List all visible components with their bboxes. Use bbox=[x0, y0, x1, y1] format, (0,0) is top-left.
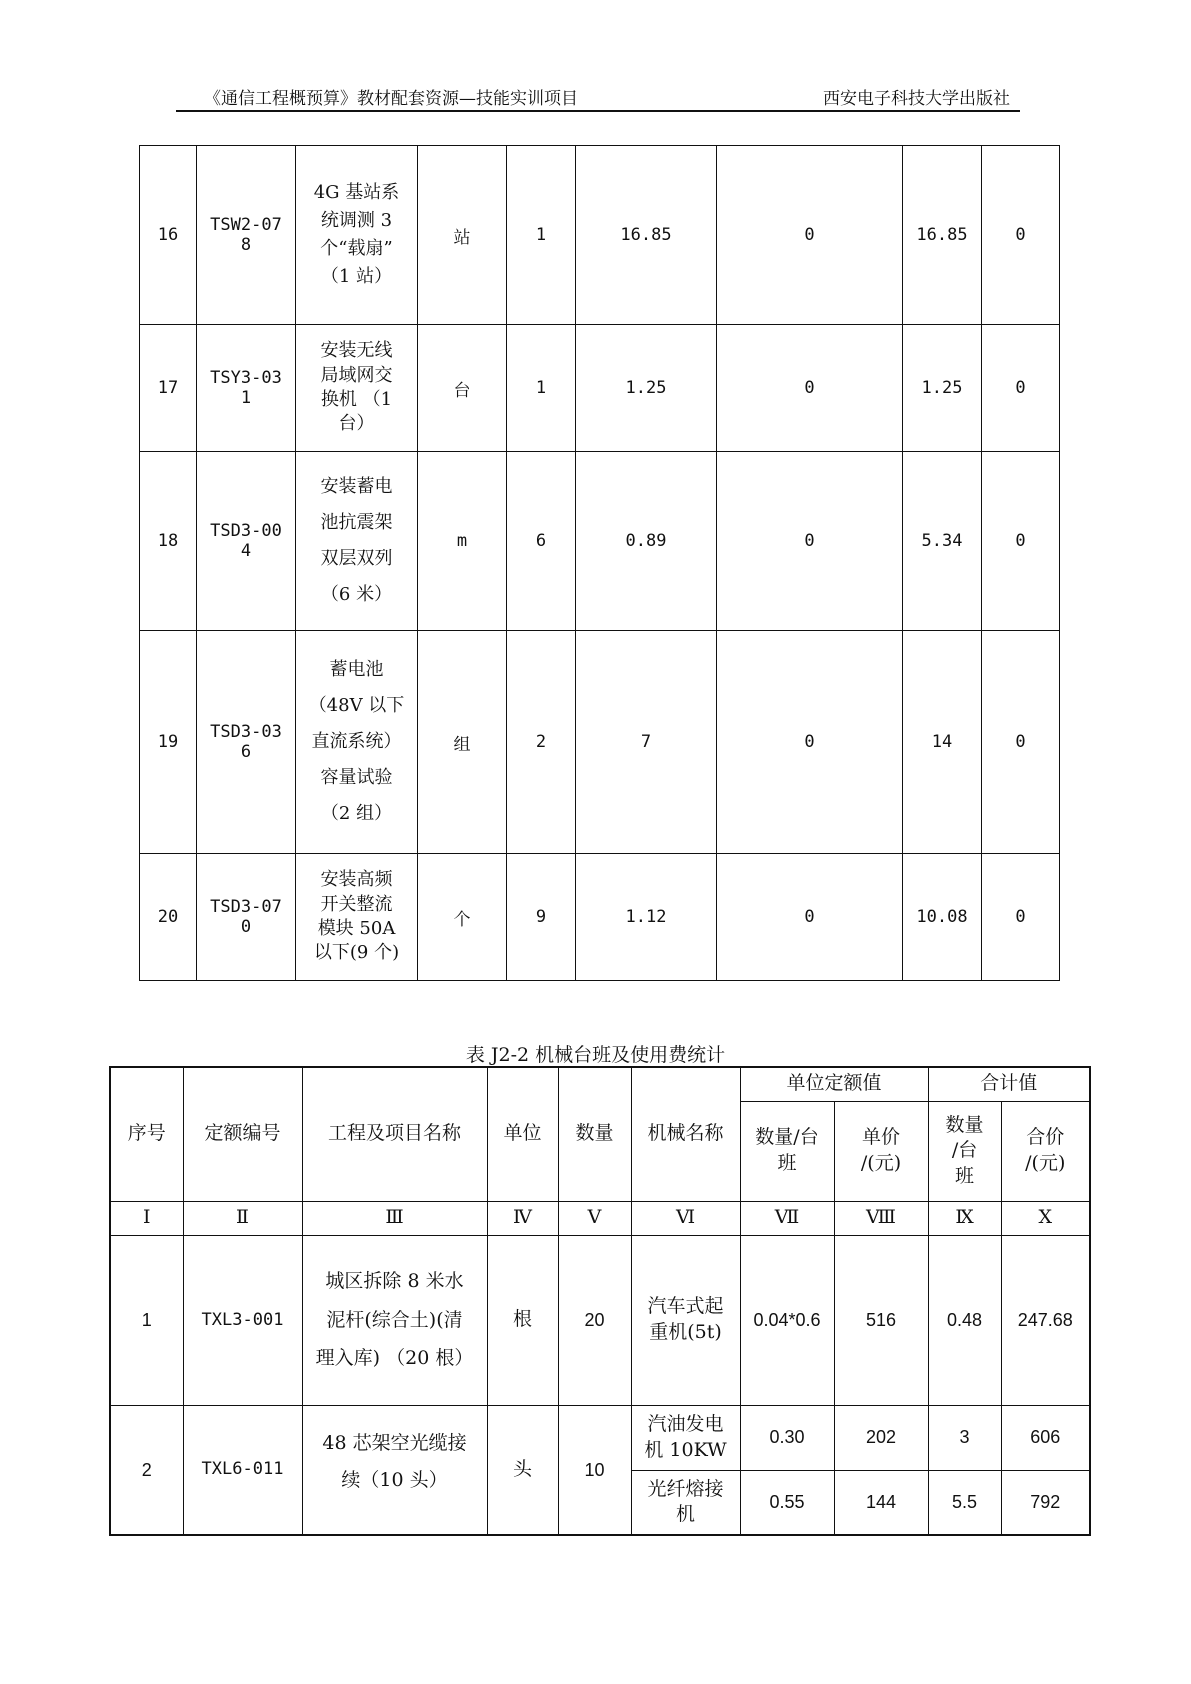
unit: 台 bbox=[418, 325, 507, 452]
header-book-title: 《通信工程概预算》教材配套资源—技能实训项目 bbox=[204, 89, 578, 109]
header-row bbox=[110, 1067, 1090, 1101]
unit-price: 516 bbox=[834, 1235, 928, 1405]
quantity: 1 bbox=[507, 146, 576, 325]
col-header-unit: 单位 bbox=[487, 1067, 558, 1201]
roman-numeral-row bbox=[110, 1201, 1090, 1235]
unit: 组 bbox=[418, 631, 507, 854]
col-header-total-price: 合价 /(元) bbox=[1001, 1101, 1090, 1201]
table-row bbox=[110, 1405, 1090, 1470]
value-3: 1.25 bbox=[903, 325, 982, 452]
col-header-unit-shift-qty: 数量/台 班 bbox=[740, 1101, 834, 1201]
roman-numeral: Ⅳ bbox=[487, 1201, 558, 1235]
quantity: 1 bbox=[507, 325, 576, 452]
roman-numeral: Ⅸ bbox=[928, 1201, 1001, 1235]
item-name: 蓄电池 （48V 以下 直流系统） 容量试验 （2 组） bbox=[296, 631, 418, 854]
value-3: 10.08 bbox=[903, 854, 982, 981]
total-price: 247.68 bbox=[1001, 1235, 1090, 1405]
value-3: 14 bbox=[903, 631, 982, 854]
total-shift-qty: 0.48 bbox=[928, 1235, 1001, 1405]
table-row bbox=[140, 452, 1060, 631]
value-3: 16.85 bbox=[903, 146, 982, 325]
col-header-code: 定额编号 bbox=[183, 1067, 302, 1201]
value-4: 0 bbox=[982, 325, 1060, 452]
total-price: 792 bbox=[1001, 1470, 1090, 1535]
total-shift-qty: 3 bbox=[928, 1405, 1001, 1470]
quantity: 10 bbox=[558, 1405, 631, 1535]
item-name: 4G 基站系 统调测 3 个“载扇” （1 站） bbox=[296, 146, 418, 325]
unit-shift-qty: 0.55 bbox=[740, 1470, 834, 1535]
value-1: 7 bbox=[576, 631, 717, 854]
value-2: 0 bbox=[717, 631, 903, 854]
unit: 站 bbox=[418, 146, 507, 325]
unit-shift-qty: 0.04*0.6 bbox=[740, 1235, 834, 1405]
table-row bbox=[110, 1235, 1090, 1405]
value-4: 0 bbox=[982, 631, 1060, 854]
col-header-total: 合计值 bbox=[928, 1067, 1090, 1101]
row-no: 17 bbox=[140, 325, 197, 452]
row-no: 19 bbox=[140, 631, 197, 854]
item-name: 安装高频 开关整流 模块 50A 以下(9 个) bbox=[296, 854, 418, 981]
table-row bbox=[140, 146, 1060, 325]
unit: 根 bbox=[487, 1235, 558, 1405]
unit-price: 202 bbox=[834, 1405, 928, 1470]
col-header-name: 工程及项目名称 bbox=[302, 1067, 487, 1201]
table-row bbox=[140, 631, 1060, 854]
row-no: 2 bbox=[110, 1405, 183, 1535]
value-2: 0 bbox=[717, 452, 903, 631]
col-header-total-shift-qty: 数量 /台 班 bbox=[928, 1101, 1001, 1201]
unit-shift-qty: 0.30 bbox=[740, 1405, 834, 1470]
col-header-no: 序号 bbox=[110, 1067, 183, 1201]
roman-numeral: Ⅷ bbox=[834, 1201, 928, 1235]
row-no: 18 bbox=[140, 452, 197, 631]
quota-code: TSD3-07 0 bbox=[197, 854, 296, 981]
value-1: 1.12 bbox=[576, 854, 717, 981]
quota-code: TSY3-03 1 bbox=[197, 325, 296, 452]
col-header-machine: 机械名称 bbox=[631, 1067, 740, 1201]
machine-name: 汽油发电 机 10KW bbox=[631, 1405, 740, 1470]
value-1: 0.89 bbox=[576, 452, 717, 631]
row-no: 20 bbox=[140, 854, 197, 981]
roman-numeral: Ⅶ bbox=[740, 1201, 834, 1235]
page-header bbox=[176, 84, 1020, 112]
quantity: 6 bbox=[507, 452, 576, 631]
value-3: 5.34 bbox=[903, 452, 982, 631]
col-header-qty: 数量 bbox=[558, 1067, 631, 1201]
machine-name: 光纤熔接 机 bbox=[631, 1470, 740, 1535]
quantity: 20 bbox=[558, 1235, 631, 1405]
quota-code: TSD3-03 6 bbox=[197, 631, 296, 854]
quantity: 9 bbox=[507, 854, 576, 981]
roman-numeral: Ⅵ bbox=[631, 1201, 740, 1235]
value-1: 1.25 bbox=[576, 325, 717, 452]
value-2: 0 bbox=[717, 146, 903, 325]
unit: m bbox=[418, 452, 507, 631]
item-name: 48 芯架空光缆接 续（10 头） bbox=[302, 1405, 487, 1535]
unit-price: 144 bbox=[834, 1470, 928, 1535]
machine-name: 汽车式起 重机(5t) bbox=[631, 1235, 740, 1405]
roman-numeral: Ⅰ bbox=[110, 1201, 183, 1235]
quota-code: TXL3-001 bbox=[183, 1235, 302, 1405]
roman-numeral: Ⅱ bbox=[183, 1201, 302, 1235]
quota-code: TSW2-07 8 bbox=[197, 146, 296, 325]
machine-shift-table bbox=[109, 1066, 1091, 1536]
table-caption: 表 J2-2 机械台班及使用费统计 bbox=[465, 1044, 726, 1066]
value-4: 0 bbox=[982, 146, 1060, 325]
roman-numeral: Ⅴ bbox=[558, 1201, 631, 1235]
value-2: 0 bbox=[717, 325, 903, 452]
item-name: 城区拆除 8 米水 泥杆(综合土)(清 理入库) （20 根） bbox=[302, 1235, 487, 1405]
quota-code: TXL6-011 bbox=[183, 1405, 302, 1535]
value-4: 0 bbox=[982, 452, 1060, 631]
unit: 个 bbox=[418, 854, 507, 981]
row-no: 1 bbox=[110, 1235, 183, 1405]
value-4: 0 bbox=[982, 854, 1060, 981]
row-no: 16 bbox=[140, 146, 197, 325]
value-2: 0 bbox=[717, 854, 903, 981]
quantity: 2 bbox=[507, 631, 576, 854]
total-price: 606 bbox=[1001, 1405, 1090, 1470]
table-row bbox=[140, 854, 1060, 981]
col-header-unit-quota: 单位定额值 bbox=[740, 1067, 928, 1101]
item-name: 安装无线 局域网交 换机 （1 台） bbox=[296, 325, 418, 452]
unit: 头 bbox=[487, 1405, 558, 1535]
roman-numeral: Ⅲ bbox=[302, 1201, 487, 1235]
total-shift-qty: 5.5 bbox=[928, 1470, 1001, 1535]
item-name: 安装蓄电 池抗震架 双层双列 （6 米） bbox=[296, 452, 418, 631]
quota-code: TSD3-00 4 bbox=[197, 452, 296, 631]
table-row bbox=[140, 325, 1060, 452]
roman-numeral: Ⅹ bbox=[1001, 1201, 1090, 1235]
header-publisher: 西安电子科技大学出版社 bbox=[823, 89, 1010, 109]
value-1: 16.85 bbox=[576, 146, 717, 325]
quota-table-continued bbox=[139, 145, 1060, 981]
col-header-unit-price: 单价 /(元) bbox=[834, 1101, 928, 1201]
